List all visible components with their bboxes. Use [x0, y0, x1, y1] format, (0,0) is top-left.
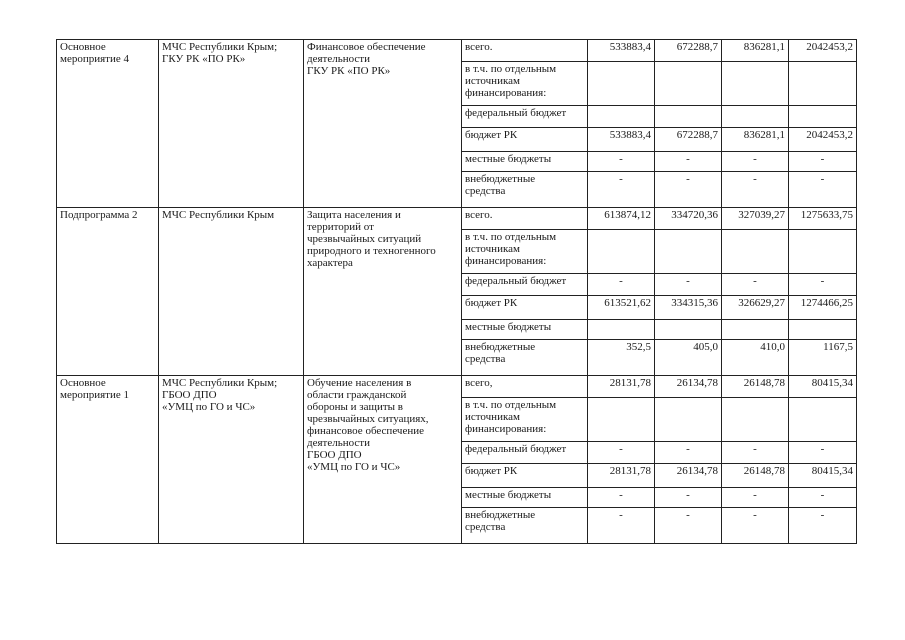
funding-source-cell: федеральный бюджет: [462, 274, 588, 296]
amount-cell: -: [722, 274, 789, 296]
funding-source-cell: бюджет РК: [462, 128, 588, 152]
amount-cell: -: [655, 172, 722, 208]
program-name-cell: Защита населения и территорий от чрезвычайных ситуаций природного и техногенного характера: [304, 208, 462, 376]
table-row: [57, 376, 857, 398]
executor-cell: МЧС Республики Крым; ГБОО ДПО «УМЦ по ГО и ЧС»: [159, 376, 304, 544]
amount-cell: 836281,1: [722, 128, 789, 152]
amount-cell: 1275633,75: [789, 208, 857, 230]
funding-source-cell: внебюджетные средства: [462, 172, 588, 208]
program-name-cell: Обучение населения в области гражданской обороны и защиты в чрезвычайных ситуациях, финансовое обеспечение деятельности ГБОО ДПО «УМЦ по ГО и ЧС»: [304, 376, 462, 544]
amount-cell: -: [789, 488, 857, 508]
amount-cell: 672288,7: [655, 128, 722, 152]
amount-cell: -: [722, 152, 789, 172]
item-cell: Основное мероприятие 4: [57, 40, 159, 208]
amount-cell: 327039,27: [722, 208, 789, 230]
amount-cell: [789, 230, 857, 274]
funding-source-cell: в т.ч. по отдельным источникам финансирования:: [462, 62, 588, 106]
amount-cell: 80415,34: [789, 464, 857, 488]
funding-source-cell: местные бюджеты: [462, 488, 588, 508]
item-cell: Основное мероприятие 1: [57, 376, 159, 544]
program-name-cell: Финансовое обеспечение деятельности ГКУ РК «ПО РК»: [304, 40, 462, 208]
amount-cell: -: [655, 488, 722, 508]
executor-cell: МЧС Республики Крым: [159, 208, 304, 376]
funding-source-cell: в т.ч. по отдельным источникам финансирования:: [462, 398, 588, 442]
amount-cell: -: [722, 172, 789, 208]
amount-cell: 26148,78: [722, 376, 789, 398]
amount-cell: 334720,36: [655, 208, 722, 230]
amount-cell: 1167,5: [789, 340, 857, 376]
amount-cell: -: [588, 488, 655, 508]
amount-cell: 533883,4: [588, 128, 655, 152]
amount-cell: [588, 230, 655, 274]
funding-source-cell: бюджет РК: [462, 464, 588, 488]
table-row: [57, 208, 857, 230]
amount-cell: [722, 398, 789, 442]
amount-cell: -: [789, 508, 857, 544]
amount-cell: [722, 106, 789, 128]
amount-cell: -: [722, 508, 789, 544]
amount-cell: 2042453,2: [789, 128, 857, 152]
item-cell: Подпрограмма 2: [57, 208, 159, 376]
amount-cell: [588, 320, 655, 340]
amount-cell: -: [588, 152, 655, 172]
amount-cell: -: [655, 508, 722, 544]
amount-cell: -: [588, 508, 655, 544]
amount-cell: 80415,34: [789, 376, 857, 398]
amount-cell: [789, 320, 857, 340]
funding-source-cell: внебюджетные средства: [462, 340, 588, 376]
amount-cell: 410,0: [722, 340, 789, 376]
amount-cell: [789, 62, 857, 106]
amount-cell: [655, 320, 722, 340]
amount-cell: 26134,78: [655, 376, 722, 398]
amount-cell: -: [722, 488, 789, 508]
amount-cell: -: [722, 442, 789, 464]
amount-cell: 1274466,25: [789, 296, 857, 320]
executor-cell: МЧС Республики Крым; ГКУ РК «ПО РК»: [159, 40, 304, 208]
amount-cell: -: [588, 172, 655, 208]
amount-cell: [655, 62, 722, 106]
amount-cell: [588, 398, 655, 442]
amount-cell: -: [588, 442, 655, 464]
amount-cell: -: [655, 442, 722, 464]
amount-cell: [722, 230, 789, 274]
amount-cell: -: [588, 274, 655, 296]
amount-cell: 334315,36: [655, 296, 722, 320]
amount-cell: 26148,78: [722, 464, 789, 488]
amount-cell: [655, 230, 722, 274]
amount-cell: 28131,78: [588, 464, 655, 488]
funding-source-cell: федеральный бюджет: [462, 442, 588, 464]
amount-cell: [722, 320, 789, 340]
amount-cell: [655, 106, 722, 128]
funding-source-cell: всего.: [462, 208, 588, 230]
amount-cell: -: [655, 152, 722, 172]
amount-cell: -: [789, 442, 857, 464]
funding-source-cell: федеральный бюджет: [462, 106, 588, 128]
amount-cell: 326629,27: [722, 296, 789, 320]
amount-cell: 533883,4: [588, 40, 655, 62]
funding-source-cell: всего.: [462, 40, 588, 62]
funding-source-cell: всего,: [462, 376, 588, 398]
amount-cell: -: [789, 274, 857, 296]
amount-cell: 352,5: [588, 340, 655, 376]
funding-source-cell: бюджет РК: [462, 296, 588, 320]
table-row: [57, 40, 857, 62]
funding-source-cell: местные бюджеты: [462, 152, 588, 172]
amount-cell: 26134,78: [655, 464, 722, 488]
amount-cell: [789, 106, 857, 128]
funding-source-cell: в т.ч. по отдельным источникам финансирования:: [462, 230, 588, 274]
amount-cell: [655, 398, 722, 442]
amount-cell: -: [789, 172, 857, 208]
amount-cell: -: [789, 152, 857, 172]
amount-cell: 405,0: [655, 340, 722, 376]
amount-cell: 836281,1: [722, 40, 789, 62]
amount-cell: [588, 62, 655, 106]
amount-cell: [722, 62, 789, 106]
amount-cell: -: [655, 274, 722, 296]
funding-source-cell: местные бюджеты: [462, 320, 588, 340]
amount-cell: 613874,12: [588, 208, 655, 230]
amount-cell: 672288,7: [655, 40, 722, 62]
amount-cell: [588, 106, 655, 128]
amount-cell: 2042453,2: [789, 40, 857, 62]
funding-source-cell: внебюджетные средства: [462, 508, 588, 544]
amount-cell: 613521,62: [588, 296, 655, 320]
amount-cell: [789, 398, 857, 442]
amount-cell: 28131,78: [588, 376, 655, 398]
financing-table: [56, 39, 857, 544]
